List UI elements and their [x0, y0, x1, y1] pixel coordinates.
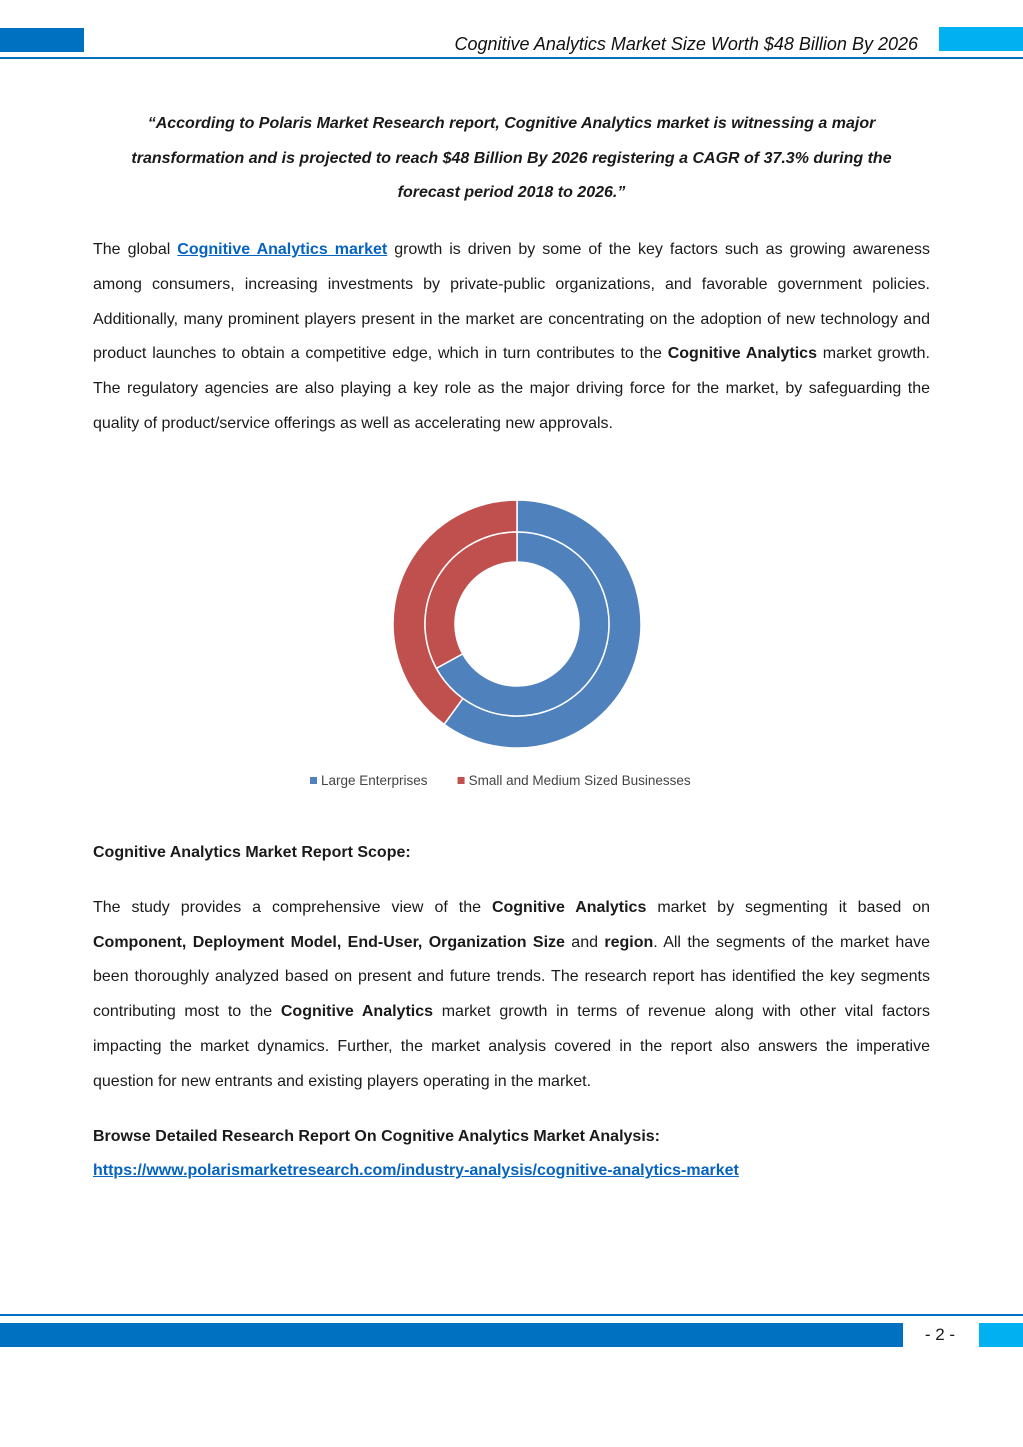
intro-paragraph: [93, 233, 930, 441]
scope-bold-1: Cognitive Analytics: [491, 899, 647, 916]
footer-rule: [0, 1314, 1023, 1316]
donut-chart-svg: [280, 488, 750, 808]
market-link[interactable]: Cognitive Analytics market: [177, 241, 388, 259]
footer-block-right: [979, 1323, 1023, 1347]
legend-swatch: [458, 777, 465, 784]
scope-text-3: and: [564, 933, 605, 951]
legend-swatch: [310, 777, 317, 784]
browse-heading: Browse Detailed Research Report On Cognitive Analytics Market Analysis:: [93, 1128, 660, 1145]
scope-bold-3: region: [604, 933, 654, 951]
scope-text-2: market by segmenting it based on: [646, 899, 931, 916]
report-url-link[interactable]: https://www.polarismarketresearch.com/industry-analysis/cognitive-analytics-market: [93, 1162, 739, 1179]
intro-text-3: market growth. The regulatory agencies are also playing a key role as the major driving force for the market, by safeguarding the quality of product/service offerings as well as accelerating new approvals.: [93, 345, 930, 432]
header-bar-right: [939, 27, 1023, 51]
legend-label: Small and Medium Sized Businesses: [468, 773, 691, 788]
scope-heading: Cognitive Analytics Market Report Scope:: [93, 844, 411, 861]
headline-quote: “According to Polaris Market Research report, Cognitive Analytics market is witnessing a major transformation and is projected to reach $48 Billion By 2026 registering a CAGR of 37.3% during the forecast period 2018 to 2026.”: [131, 115, 892, 202]
intro-text-2: growth is driven by some of the key factors such as growing awareness among consumers, increasing investments by private-public organizations, and favorable government policies. Additionally, many prominent players present in the market are concentrating on the adoption of new technology and product launches to obtain a competitive edge, which in turn contributes to the: [93, 241, 930, 363]
main-content: [93, 107, 930, 441]
scope-text-5: market growth in terms of revenue along with other vital factors impacting the market dynamics. Further, the market analysis covered in the report also answers the imperative question for new entrants and existing players operating in the market.: [93, 1003, 930, 1090]
chart-legend: [310, 773, 691, 788]
footer-bar: [0, 1323, 903, 1347]
donut-rings: [393, 500, 641, 748]
donut-chart: [280, 488, 750, 808]
intro-bold: Cognitive Analytics: [667, 345, 817, 363]
scope-bold-4: Cognitive Analytics: [280, 1003, 434, 1021]
scope-paragraph: [93, 891, 930, 1099]
scope-bold-2: Component, Deployment Model, End-User, Organization Size: [93, 933, 565, 951]
header-bar-left: [0, 28, 84, 52]
scope-text-4: . All the segments of the market have been thoroughly analyzed based on present and future trends. The research report has identified the key segments contributing most to the: [93, 933, 931, 1021]
page-number: - 2 -: [924, 1325, 956, 1344]
header-rule: [0, 57, 1023, 59]
scope-text-1: The study provides a comprehensive view of the: [93, 899, 492, 916]
header-title: Cognitive Analytics Market Size Worth $48 Billion By 2026: [454, 34, 918, 54]
legend-label: Large Enterprises: [321, 773, 428, 788]
intro-text-1: The global: [93, 241, 178, 259]
browse-url-line: [93, 1154, 930, 1189]
